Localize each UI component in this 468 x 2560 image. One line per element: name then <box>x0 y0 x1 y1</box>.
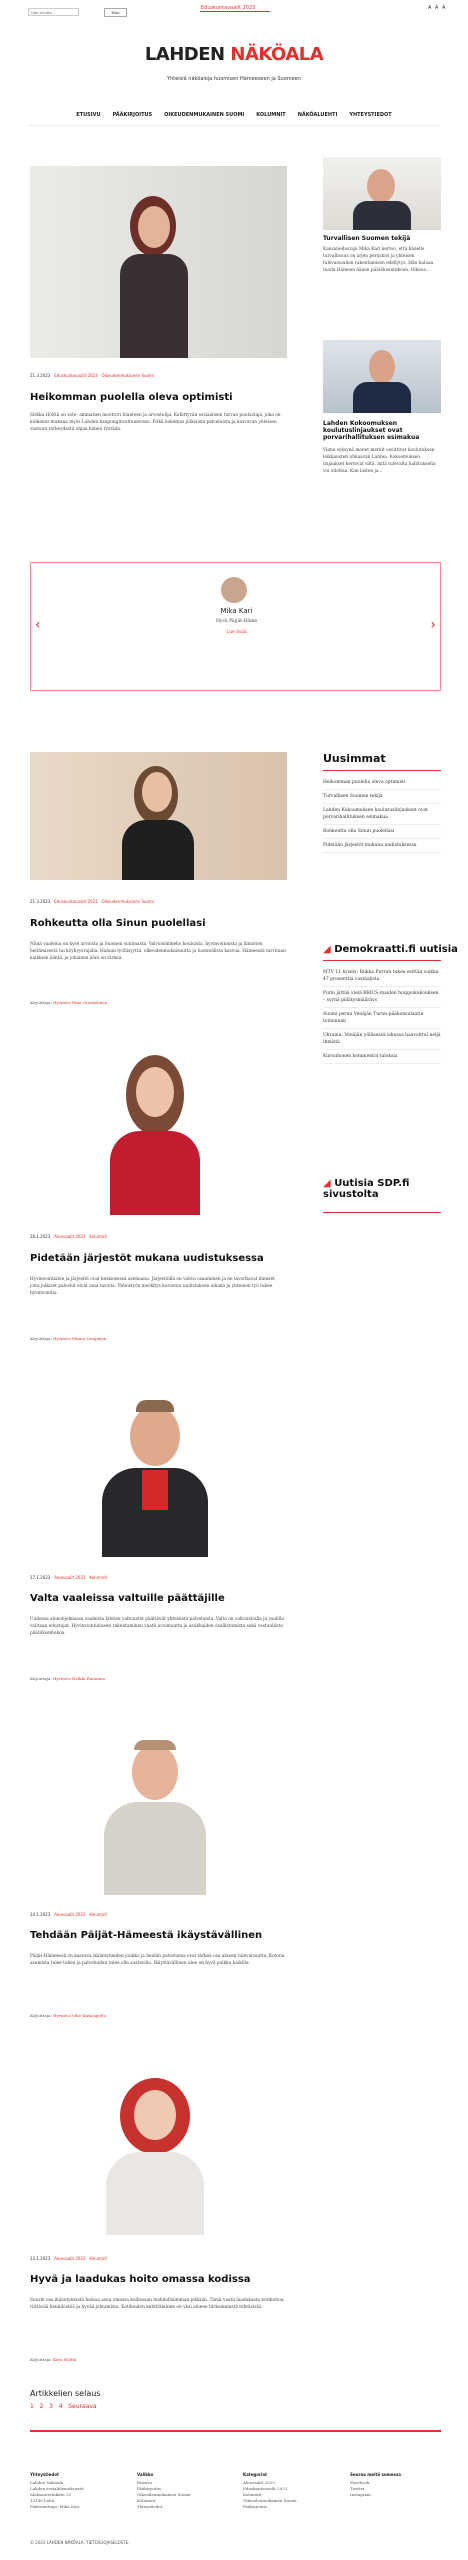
list-item[interactable]: MTV 11 kysely: Riikka Purran tukea esittää vaikka 47 prosenttia vastaajista <box>323 966 441 987</box>
category-link[interactable]: Eduskuntavaalit 2023 <box>54 373 98 378</box>
search-button[interactable]: Hae <box>104 8 127 17</box>
logo-part2: NÄKÖALA <box>230 44 324 65</box>
nav-item-oikeudenmukainen[interactable]: OIKEUDENMUKAINEN SUOMI <box>164 112 245 118</box>
author-link[interactable]: Kirsi Hölttä <box>52 2357 77 2362</box>
pagination <box>30 2403 97 2410</box>
list-item[interactable]: Rohkeutta olla Sinun puolellasi <box>323 825 441 839</box>
slider-prev-icon[interactable]: ‹ <box>35 617 41 633</box>
category-link[interactable]: Oikeudenmukainen Suomi <box>101 373 155 378</box>
footer-link[interactable]: Etusivu <box>137 2480 153 2485</box>
sidebar-article-image[interactable] <box>323 157 441 230</box>
portrait-face <box>136 1067 174 1117</box>
portrait-face <box>132 1744 178 1800</box>
copyright: © 2023 LAHDEN NÄKÖALA. TIETOSUOJASELOSTE. <box>30 2540 130 2545</box>
portrait-face <box>369 350 395 384</box>
article-title[interactable]: Rohkeutta olla Sinun puolellasi <box>30 918 206 929</box>
slider-next-icon[interactable]: › <box>430 617 436 633</box>
portrait-face <box>134 2090 176 2140</box>
category-link[interactable]: Kolumnit <box>89 1234 108 1239</box>
portrait-body <box>122 820 194 880</box>
portrait-hair <box>136 1400 174 1412</box>
footer-col-contact: Yhteystiedot Lahden Näköala Lahden sosialidemokraatit Aleksanterinkatu 25 15140 Lahti Päätoimittaja: Mika Kari <box>30 2472 84 2509</box>
elections-underline <box>200 11 270 12</box>
footer-link[interactable]: Pääkirjoitus <box>243 2504 268 2509</box>
category-link[interactable]: Kolumnit <box>89 2256 108 2261</box>
article-image[interactable] <box>80 1720 230 1895</box>
article-excerpt: Uudessa alueohjelmassa vaaleista lähtien valtuustot päättävät yhteisistä palveluista. Valta on valtuustoilla ja vaalilla valitaan edustajat. Hyvinvointialueen rakentaminen vaatii avoimuutta ja asukkaiden osallistumista sekä vastuullista päätöksentekoa. <box>30 1617 284 1636</box>
portrait-hair <box>134 1740 176 1750</box>
category-link[interactable]: Oikeudenmukainen Suomi <box>101 899 155 904</box>
footer-link[interactable]: Pääkirjoitus <box>137 2486 162 2491</box>
article-excerpt: Niinä vaaleina on kyse arvoista ja Suomen suunnasta. Valvoisimmeko kouluista, hyvinvoinnista ja ihmisten heitämisestä tai köyhyysrajalla. Haluan työllisyyttä, oikeudenmukaisuutta ja luonnollista kasvua. Hämeessä tarvitaan kaikkien ääntä, ja jokainen ääni on tärkeä. <box>30 942 286 961</box>
list-item[interactable]: Ukraina: Venäjän yöllisessä iskussa haavoittui neljä ihmistä <box>323 1029 441 1050</box>
category-link[interactable]: Aluevaalit 2023 <box>54 1234 86 1239</box>
category-link[interactable]: Aluevaalit 2023 <box>54 1575 86 1580</box>
article-meta: 28.1.2023 Aluevaalit 2023 Kolumnit <box>30 1234 108 1239</box>
footer-link[interactable]: Eduskuntavaalit 2023 <box>243 2486 288 2491</box>
nav-divider <box>28 125 440 126</box>
article-image[interactable] <box>30 752 287 880</box>
category-link[interactable]: Kolumnit <box>89 1912 108 1917</box>
nav-item-etusivu[interactable]: ETUSIVU <box>76 112 101 118</box>
next-page-link[interactable]: Seuraava <box>68 2403 97 2410</box>
article-image[interactable] <box>80 1035 230 1215</box>
article-author: Kirjoittaja: Hyvinvoi Riini Oreskelinen <box>30 1000 108 1005</box>
article-title[interactable]: Pidetään järjestöt mukana uudistuksessa <box>30 1253 264 1264</box>
list-item[interactable]: Putin jättää vielä BRICS-maiden huippukokouksen – syynä pidätysmääräys <box>323 987 441 1008</box>
widget-divider <box>323 770 441 771</box>
featured-name: Mika Kari <box>220 607 253 615</box>
main-nav <box>0 112 468 118</box>
logo-part1: LAHDEN <box>144 44 225 65</box>
category-link[interactable]: Eduskuntavaalit 2023 <box>54 899 98 904</box>
portrait-body <box>120 254 188 358</box>
article-excerpt: Päijät-Hämeessä on kasvava ikääntyneiden joukko ja heidän palvelunsa ovat tärkeä osa alueen tulevaisuutta. Kotona asumista tulee tukea ja palveluiden tulee olla saatavilla. Ikäystävällinen alue on hyvä paikka kaikille. <box>30 1954 285 1966</box>
sidebar-article-image[interactable] <box>323 340 441 413</box>
footer-link[interactable]: Instagram <box>350 2492 371 2497</box>
author-link[interactable]: Hyvinvoi Minna Lampinen <box>52 1336 107 1341</box>
category-link[interactable]: Aluevaalit 2023 <box>54 2256 86 2261</box>
top-bar <box>0 0 468 20</box>
article-image[interactable] <box>80 1380 230 1557</box>
featured-role: Hyvä Päijät-Häme <box>215 619 257 624</box>
article-title[interactable]: Tehdään Päijät-Hämeestä ikäystävällinen <box>30 1930 263 1941</box>
page-link[interactable]: 2 <box>39 2403 44 2410</box>
article-image[interactable] <box>80 2060 230 2235</box>
category-link[interactable]: Kolumnit <box>89 1575 108 1580</box>
category-link[interactable]: Aluevaalit 2023 <box>54 1912 86 1917</box>
list-item[interactable]: Turvallisen Suomen tekijä <box>323 790 441 804</box>
sidebar-article-title[interactable]: Turvallisen Suomen tekijä <box>323 235 411 242</box>
author-link[interactable]: Hyvinvoi Ville Kirkonpelto <box>52 2013 107 2018</box>
article-title[interactable]: Heikomman puolella oleva optimisti <box>30 392 233 403</box>
footer-link[interactable]: Aluevaalit 2023 <box>243 2480 275 2485</box>
nav-item-paakirjoitus[interactable]: PÄÄKIRJOITUS <box>112 112 153 118</box>
page-link[interactable]: 3 <box>49 2403 53 2410</box>
search-input[interactable] <box>28 8 79 16</box>
list-item[interactable]: Lahden Kokoomuksen koulutuslinjaukset ovat porvarihallituksen esimakua <box>323 804 441 825</box>
pager-label: Artikkelien selaus <box>30 2389 101 2398</box>
site-logo[interactable] <box>0 44 468 65</box>
list-item[interactable]: Suomi peruu Venäjän Turun-pääkonsulaatin toiminnan <box>323 1008 441 1029</box>
article-title[interactable]: Valta vaaleissa valtuille päättäjille <box>30 1593 225 1604</box>
portrait-body <box>353 201 411 230</box>
article-author: Kirjoittaja: Hyvinvoi Ville Kirkonpelto <box>30 2013 107 2018</box>
widget-title-demokraatti: ◢ Demokraatti.fi uutisia <box>323 944 458 955</box>
portrait-body <box>110 1131 200 1215</box>
nav-item-yhteystiedot[interactable]: YHTEYSTIEDOT <box>349 112 392 118</box>
featured-slider <box>30 562 441 691</box>
elections-link[interactable]: Eduskuntavaalit 2023 <box>201 5 256 11</box>
footer-col-menu: Valikko Etusivu Pääkirjoitus Oikeudenmukainen Suomi Kolumnit Yhteystiedot <box>137 2472 191 2509</box>
article-excerpt: Sirkka Hölttä on sote- ammatien moottori tilanteen ja arvostelija. Kehittyvän sosiaalisen turvan puolustaja, joka on kulkenut mukana myös Lahden kaupunginvaltuustossa. Pitkä kokemus julkisista palveluista ja kasvavan yhteisen vastuun tärkeydestä ohjaa hänen työtään. <box>30 413 281 432</box>
article-meta: 17.1.2023 Aluevaalit 2023 Kolumnit <box>30 1575 108 1580</box>
article-excerpt: Suurin osa ikääntyneistä haluaa asua omassa kodissaan mahdollisimman pitkään. Tämä vaatii laadukasta kotihoitoa, riittävää henkilöstöä ja hyvää johtamista. Kotihoidon kehittäminen on yksi alueen tärkeimmistä tehtävistä. <box>30 2298 285 2310</box>
article-image[interactable] <box>30 166 287 358</box>
footer-link[interactable]: Kolumnit <box>243 2492 262 2497</box>
page-link[interactable]: 1 <box>30 2403 34 2410</box>
footer-link[interactable]: Oikeudenmukainen Suomi <box>243 2498 297 2503</box>
author-link[interactable]: Hyvinvoi Heikki Rintanen <box>52 1676 105 1681</box>
nav-item-kolumnit[interactable]: KOLUMNIT <box>256 112 286 118</box>
rss-icon: ◢ <box>323 944 331 955</box>
site-tagline: Yhteisiä näköaloja huomisen Hämeeseen ja Suomeen <box>167 76 301 82</box>
portrait-face <box>367 169 395 203</box>
widget-title-sdp: ◢ Uutisia SDP.fi sivustolta <box>323 1178 410 1200</box>
avatar <box>221 577 247 603</box>
portrait-body <box>104 1802 206 1895</box>
sidebar-article-excerpt: Kansanedustaja Mika Kari kertoo, että hänelle turvallisuus on arjen peruskivi ja yhteisen tulevaisuuden rakentamisen edellytys. Hän haluaa tuoda Hämeen äänen päätöksentekoon. Oikeus... <box>323 247 434 273</box>
portrait-face <box>138 206 170 248</box>
article-author: Kirjoittaja: Kirsi Hölttä <box>30 2357 77 2362</box>
portrait-shirt <box>142 1470 168 1510</box>
list-item[interactable]: Pidetään järjestöt mukana uudistuksessa <box>323 839 441 853</box>
list-item[interactable]: Kuruuhonen kommentoi tuloksia <box>323 1050 441 1064</box>
footer-link[interactable]: Kolumnit <box>137 2498 156 2503</box>
portrait-face <box>142 772 172 812</box>
footer-link[interactable]: Facebook <box>350 2480 370 2485</box>
widget-divider <box>323 1212 441 1213</box>
page-link[interactable]: 4 <box>58 2403 63 2410</box>
author-link[interactable]: Hyvinvoi Riini Oreskelinen <box>52 1000 108 1005</box>
featured-link[interactable]: Lue lisää <box>226 630 247 635</box>
latest-list <box>323 776 441 853</box>
footer-link[interactable]: Oikeudenmukainen Suomi <box>137 2492 191 2497</box>
nav-item-nakoaluehti[interactable]: NÄKÖALUEHTI <box>297 112 338 118</box>
portrait-face <box>130 1406 180 1466</box>
article-meta: 21.3.2023 Eduskuntavaalit 2023 Oikeudenmukainen Suomi <box>30 899 155 904</box>
portrait-body <box>353 382 411 413</box>
sidebar-article-excerpt: Viime syksynä monet merkit osoittivat koulutuksen leikkausten uhkaavan Lahtea. Kokoomuksen linjaukset kertovat siitä, mitä tulevalta hallitukselta voi odottaa. Kun lasten ja... <box>323 448 436 474</box>
font-size-controls[interactable]: A A A <box>428 5 447 11</box>
demokraatti-list <box>323 966 441 1064</box>
list-item[interactable]: Heikomman puolella oleva optimisti <box>323 776 441 790</box>
footer-col-categories: Kategoriat Aluevaalit 2023 Eduskuntavaalit 2023 Kolumnit Oikeudenmukainen Suomi Pääkirjoitus <box>243 2472 297 2509</box>
article-author: Kirjoittaja: Hyvinvoi Minna Lampinen <box>30 1336 107 1341</box>
article-title[interactable]: Hyvä ja laadukas hoito omassa kodissa <box>30 2274 251 2285</box>
footer-link[interactable]: Twitter <box>350 2486 365 2491</box>
rss-icon: ◢ <box>323 1178 331 1189</box>
article-excerpt: Hyvinvointialue ja järjestöt ovat keskeisessä asemassa. Järjestöillä on vahva osaaminen ja ne tavoittavat ihmiset, joita julkiset palvelut eivät aina tavoita. Yhteistyön merkitys korostuu uudistuksen aikana ja yhteinen työ tukee hyvinvointia. <box>30 1277 277 1296</box>
footer-link[interactable]: Yhteystiedot <box>137 2504 163 2509</box>
widget-title-latest: Uusimmat <box>323 752 386 765</box>
widget-divider <box>323 960 441 961</box>
sidebar-article-title[interactable]: Lahden Kokoomuksen koulutuslinjaukset ovat porvarihallituksen esimakua <box>323 420 420 441</box>
portrait-body <box>106 2152 204 2235</box>
article-meta: 14.1.2023 Aluevaalit 2023 Kolumnit <box>30 1912 108 1917</box>
article-author: Kirjoittaja: Hyvinvoi Heikki Rintanen <box>30 1676 105 1681</box>
article-meta: 21.3.2023 Eduskuntavaalit 2023 Oikeudenmukainen Suomi <box>30 373 155 378</box>
article-meta: 13.1.2023 Aluevaalit 2023 Kolumnit <box>30 2256 108 2261</box>
footer-divider <box>30 2430 441 2432</box>
footer-col-social: Seuraa meitä somessa Facebook Twitter Instagram <box>350 2472 401 2497</box>
